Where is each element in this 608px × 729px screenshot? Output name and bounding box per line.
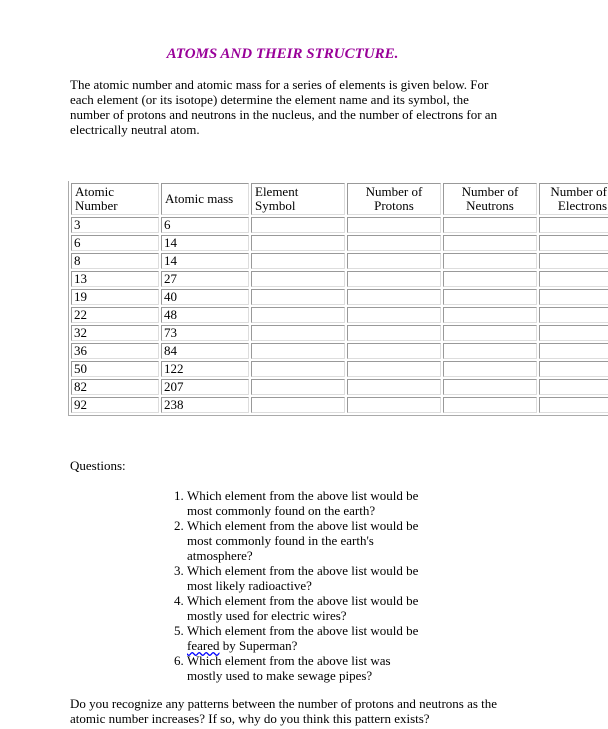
- atomic-number-cell: 32: [71, 325, 159, 341]
- atomic-mass-cell: 238: [161, 397, 249, 413]
- question-item: 4. Which element from the above list would be mostly used for electric wires?: [187, 593, 422, 623]
- empty-answer-cell: [539, 235, 608, 251]
- empty-answer-cell: [251, 325, 345, 341]
- table-row: [71, 235, 608, 251]
- spellcheck-word: feared: [187, 638, 220, 653]
- empty-answer-cell: [347, 307, 441, 323]
- question-item: 5. Which element from the above list would be feared by Superman?: [187, 623, 422, 653]
- header-atomic-mass: Atomic mass: [161, 183, 249, 215]
- empty-answer-cell: [443, 307, 537, 323]
- atomic-mass-cell: 73: [161, 325, 249, 341]
- atomic-mass-cell: 48: [161, 307, 249, 323]
- elements-table: [68, 181, 608, 416]
- page-title: ATOMS AND THEIR STRUCTURE.: [166, 46, 399, 62]
- empty-answer-cell: [347, 343, 441, 359]
- empty-answer-cell: [539, 325, 608, 341]
- atomic-number-cell: 50: [71, 361, 159, 377]
- table-row: [71, 289, 608, 305]
- empty-answer-cell: [443, 271, 537, 287]
- header-electrons: Number of Electrons: [539, 183, 608, 215]
- empty-answer-cell: [251, 397, 345, 413]
- empty-answer-cell: [539, 253, 608, 269]
- table-row: [71, 217, 608, 233]
- table-row: [71, 253, 608, 269]
- empty-answer-cell: [539, 397, 608, 413]
- empty-answer-cell: [539, 289, 608, 305]
- empty-answer-cell: [443, 235, 537, 251]
- empty-answer-cell: [539, 271, 608, 287]
- questions-label: Questions:: [70, 458, 126, 473]
- atomic-mass-cell: 6: [161, 217, 249, 233]
- empty-answer-cell: [539, 379, 608, 395]
- header-atomic-number: Atomic Number: [71, 183, 159, 215]
- empty-answer-cell: [251, 235, 345, 251]
- table-row: [71, 307, 608, 323]
- atomic-mass-cell: 84: [161, 343, 249, 359]
- atomic-number-cell: 22: [71, 307, 159, 323]
- empty-answer-cell: [347, 271, 441, 287]
- empty-answer-cell: [539, 307, 608, 323]
- empty-answer-cell: [539, 343, 608, 359]
- empty-answer-cell: [347, 397, 441, 413]
- empty-answer-cell: [443, 289, 537, 305]
- empty-answer-cell: [443, 253, 537, 269]
- empty-answer-cell: [251, 343, 345, 359]
- empty-answer-cell: [443, 217, 537, 233]
- question-item: 2. Which element from the above list would be most commonly found in the earth's atmosphere?: [187, 518, 422, 563]
- empty-answer-cell: [251, 379, 345, 395]
- empty-answer-cell: [347, 379, 441, 395]
- question-item: 3. Which element from the above list would be most likely radioactive?: [187, 563, 422, 593]
- empty-answer-cell: [443, 379, 537, 395]
- header-element-symbol: Element Symbol: [251, 183, 345, 215]
- empty-answer-cell: [251, 217, 345, 233]
- empty-answer-cell: [251, 271, 345, 287]
- header-neutrons: Number of Neutrons: [443, 183, 537, 215]
- table-row: [71, 271, 608, 287]
- question-item: 6. Which element from the above list was mostly used to make sewage pipes?: [187, 653, 422, 683]
- table-row: [71, 361, 608, 377]
- questions-list: [168, 488, 422, 683]
- final-question: Do you recognize any patterns between the number of protons and neutrons as the atomic number increases? If so, why do you think this pattern exists?: [70, 696, 498, 726]
- empty-answer-cell: [251, 253, 345, 269]
- atomic-mass-cell: 40: [161, 289, 249, 305]
- empty-answer-cell: [347, 361, 441, 377]
- empty-answer-cell: [251, 361, 345, 377]
- empty-answer-cell: [251, 307, 345, 323]
- atomic-mass-cell: 207: [161, 379, 249, 395]
- atomic-number-cell: 82: [71, 379, 159, 395]
- atomic-number-cell: 36: [71, 343, 159, 359]
- question-item: 1. Which element from the above list would be most commonly found on the earth?: [187, 488, 422, 518]
- atomic-number-cell: 13: [71, 271, 159, 287]
- intro-paragraph: The atomic number and atomic mass for a series of elements is given below. For each element (or its isotope) determine the element name and its symbol, the number of protons and neutrons in the nucleus, and the number of electrons for an electrically neutral atom.: [70, 77, 498, 137]
- empty-answer-cell: [443, 361, 537, 377]
- empty-answer-cell: [251, 289, 345, 305]
- empty-answer-cell: [539, 217, 608, 233]
- atomic-mass-cell: 14: [161, 235, 249, 251]
- empty-answer-cell: [443, 325, 537, 341]
- empty-answer-cell: [347, 253, 441, 269]
- atomic-mass-cell: 27: [161, 271, 249, 287]
- table-header-row: [71, 183, 608, 215]
- empty-answer-cell: [347, 235, 441, 251]
- empty-answer-cell: [443, 397, 537, 413]
- empty-answer-cell: [347, 217, 441, 233]
- header-protons: Number of Protons: [347, 183, 441, 215]
- table-row: [71, 397, 608, 413]
- table-row: [71, 325, 608, 341]
- atomic-number-cell: 8: [71, 253, 159, 269]
- atomic-number-cell: 19: [71, 289, 159, 305]
- empty-answer-cell: [443, 343, 537, 359]
- empty-answer-cell: [539, 361, 608, 377]
- atomic-number-cell: 3: [71, 217, 159, 233]
- empty-answer-cell: [347, 289, 441, 305]
- atomic-number-cell: 6: [71, 235, 159, 251]
- table-row: [71, 379, 608, 395]
- atomic-mass-cell: 14: [161, 253, 249, 269]
- table-row: [71, 343, 608, 359]
- atomic-number-cell: 92: [71, 397, 159, 413]
- empty-answer-cell: [347, 325, 441, 341]
- atomic-mass-cell: 122: [161, 361, 249, 377]
